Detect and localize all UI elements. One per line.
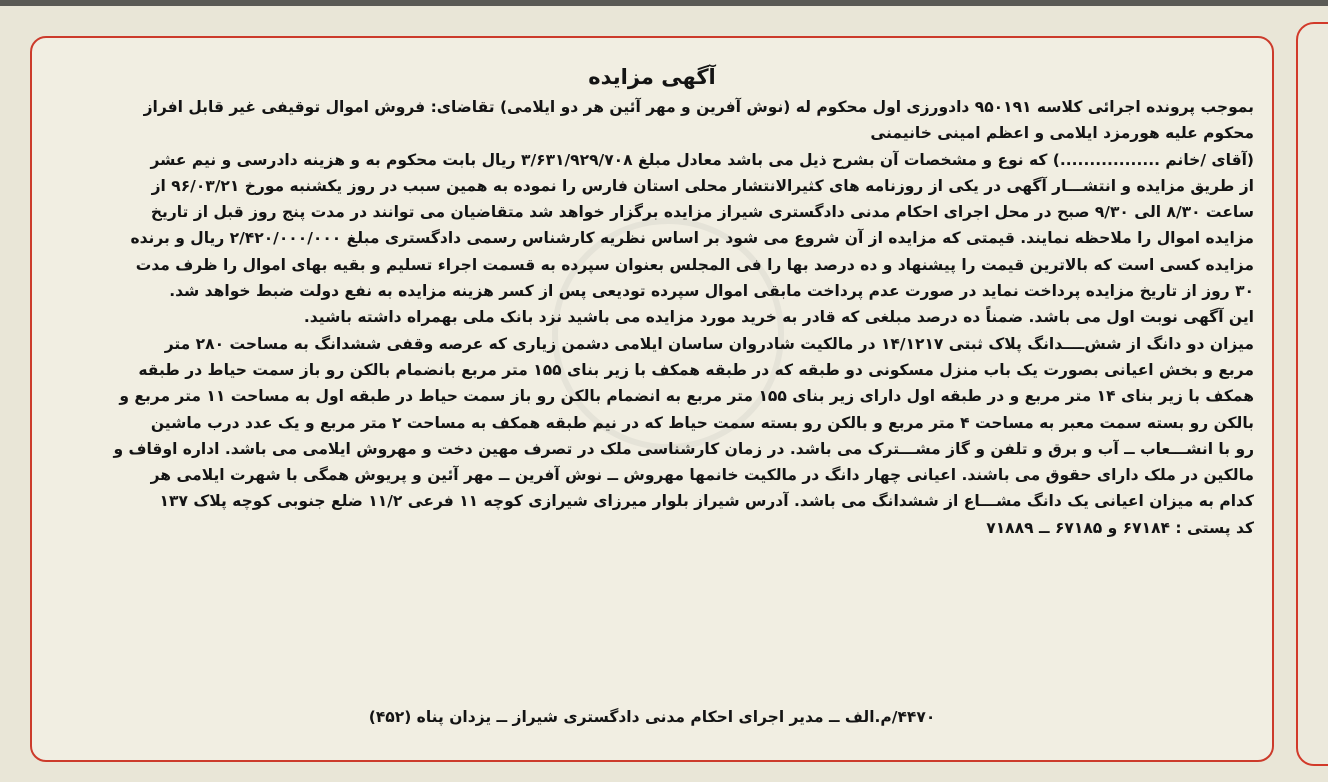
notice-line: ساعت ۸/۳۰ الی ۹/۳۰ صبح در محل اجرای احکام مدنی دادگستری شیراز مزایده برگزار خواهد شد متقاضیان می توانند در مدت پنج روز قبل از تاریخ (150, 203, 1254, 222)
adjacent-notice-edge (1296, 22, 1328, 766)
notice-line: کد پستی : ۶۷۱۸۴ و ۶۷۱۸۵ ــ ۷۱۸۸۹ (986, 518, 1254, 537)
notice-line: میزان دو دانگ از شش‌ــــدانگ پلاک ثبتی ۱۴/۱۲۱۷ در مالکیت شادروان ساسان ایلامی دشمن زیاری که عرصه وقفی ششدانگ به مساحت ۲۸۰ متر (164, 334, 1254, 353)
notice-footer-signature: ۴۴۷۰/م.الف ــ مدیر اجرای احکام مدنی دادگستری شیراز ــ یزدان پناه (۴۵۲) (368, 708, 936, 726)
notice-line: همکف با زیر بنای ۱۴ متر مربع و در طبقه اول دارای زیر بنای ۱۵۵ متر مربع به انضمام بالکن رو باز سمت حیاط در طبقه اول به مساحت ۱۱ متر مربع و (119, 387, 1254, 406)
notice-line: مالکین در ملک دارای حقوق می باشند. اعیانی چهار دانگ در مالکیت خانمها مهروش ــ نوش آفرین ــ مهر آئین و پریوش همگی با شهرت ایلامی هر (150, 466, 1254, 485)
auction-notice (30, 36, 1274, 762)
top-rule (0, 0, 1328, 6)
notice-line: کدام به میزان اعیانی یک دانگ مشـــاع از ششدانگ می باشد. آدرس شیراز بلوار میرزای شیرازی کوچه ۱۱ فرعی ۱۱/۲ ضلع جنوبی کوچه پلاک ۱۳۷ (159, 492, 1254, 511)
notice-line: مزایده کسی است که بالاترین قیمت را پیشنهاد و ده درصد بها را فی المجلس بعنوان سپرده به قسمت اجراء تسلیم و بقیه بهای اموال را ظرف مدت (135, 255, 1254, 274)
notice-line: (آقای /خانم .................) که نوع و مشخصات آن بشرح ذیل می باشد معادل مبلغ ۳/۶۳۱/۹۲۹/۷۰۸ ریال بابت محکوم به و هزینه دادرسی و نیم عشر (150, 150, 1254, 169)
notice-line: این آگهی نوبت اول می باشد. ضمناً ده درصد مبلغی که قادر به خرید مورد مزایده می باشید نزد بانک ملی بهمراه داشته باشید. (303, 308, 1254, 327)
notice-line: رو با انشـــعاب ــ آب و برق و تلفن و گاز مشـــترک می باشد. در زمان کارشناسی ملک در تصرف مهین دخت و مهروش ایلامی می باشد. اداره اوقاف و (113, 439, 1254, 458)
notice-line: مربع و بخش اعیانی بصورت یک باب منزل مسکونی دو طبقه که در طبقه همکف با زیر بنای ۱۵۵ متر مربع بانضمام بالکن رو باز سمت حیاط در طبقه (138, 360, 1254, 379)
notice-line: ۳۰ روز از تاریخ مزایده پرداخت نماید در صورت عدم پرداخت مابقی اموال سپرده تودیعی پس از کسر هزینه مزایده به نفع دولت ضبط خواهد شد. (169, 282, 1254, 301)
notice-line: بالکن رو بسته سمت معبر به مساحت ۴ متر مربع و بالکن رو بسته سمت حیاط که در نیم طبقه همکف به مساحت ۲ متر مربع و یک عدد درب ماشین (150, 413, 1254, 432)
notice-line: مزایده اموال را ملاحظه نمایند. قیمتی که مزایده از آن شروع می شود بر اساس نظریه کارشناس رسمی دادگستری مبلغ ۲/۴۲۰/۰۰۰/۰۰۰ ریال و برنده (130, 229, 1254, 248)
notice-line: از طریق مزایده و انتشـــار آگهی در یکی از روزنامه های کثیرالانتشار محلی استان فارس را نموده به همین سبب در روز یکشنبه مورخ ۹۶/۰۳/۲۱ از (151, 176, 1254, 195)
notice-title: آگهی مزایده (588, 65, 716, 89)
notice-body (50, 94, 1254, 541)
notice-line: محکوم علیه هورمزد ایلامی و اعظم امینی خانیمنی (870, 124, 1254, 143)
notice-line: بموجب پرونده اجرائی کلاسه ۹۵۰۱۹۱ دادورزی اول محکوم له (نوش آفرین و مهر آئین هر دو ایلامی) تقاضای: فروش اموال توقیفی غیر قابل افراز (143, 98, 1254, 116)
